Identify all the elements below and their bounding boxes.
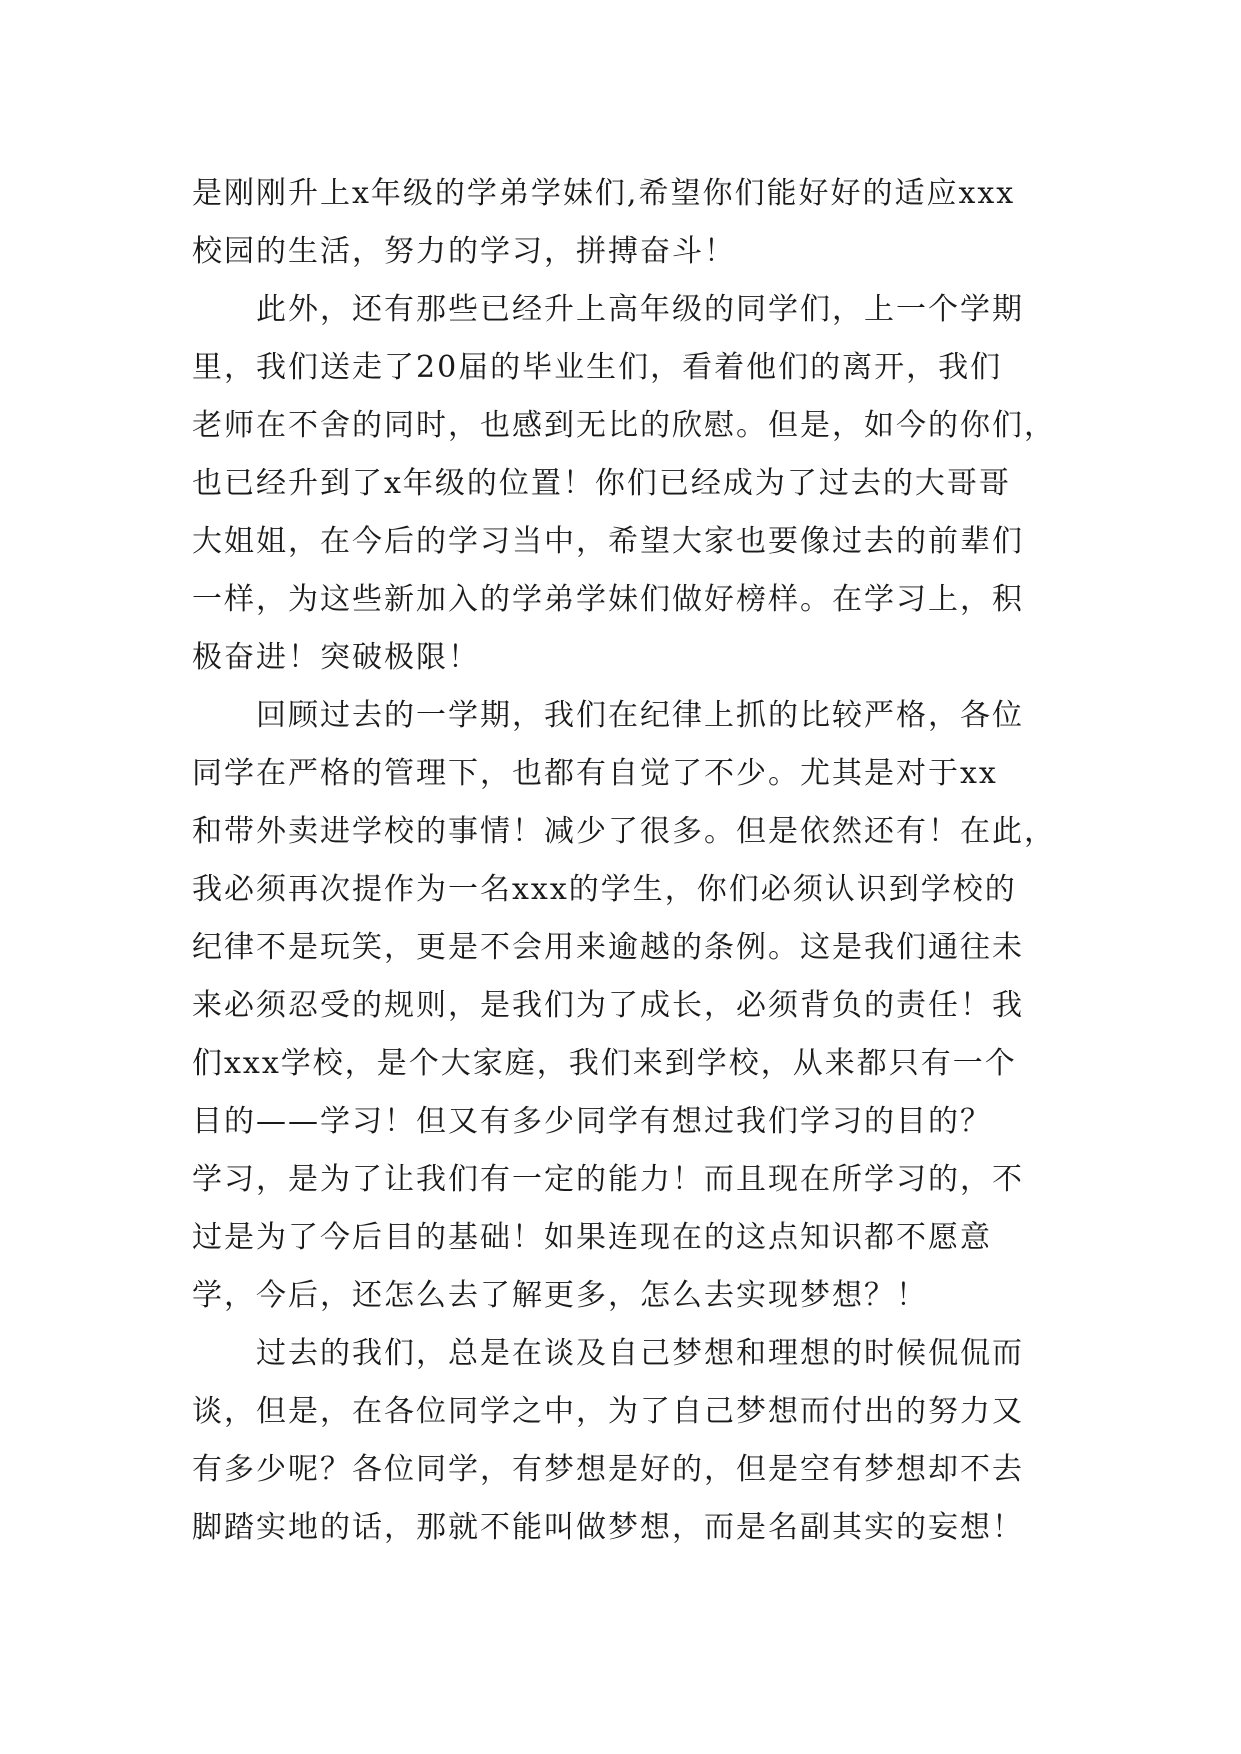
paragraph-start-line: 此外，还有那些已经升上高年级的同学们，上一个学期 <box>256 292 1024 327</box>
text-line: 也已经升到了x年级的位置！你们已经成为了过去的大哥哥 <box>192 466 1011 501</box>
text-line: 有多少呢？各位同学，有梦想是好的，但是空有梦想却不去 <box>192 1452 1024 1487</box>
text-line: 同学在严格的管理下，也都有自觉了不少。尤其是对于xx <box>192 756 998 791</box>
text-line: 纪律不是玩笑，更是不会用来逾越的条例。这是我们通往未 <box>192 930 1024 965</box>
text-line: 们xxx学校，是个大家庭，我们来到学校，从来都只有一个 <box>192 1046 1017 1081</box>
text-line: 校园的生活，努力的学习，拼搏奋斗！ <box>192 234 736 269</box>
text-line: 老师在不舍的同时，也感到无比的欣慰。但是，如今的你们， <box>192 408 1056 443</box>
text-line: 里，我们送走了20届的毕业生们，看着他们的离开，我们 <box>192 350 1003 385</box>
paragraph-start-line: 过去的我们，总是在谈及自己梦想和理想的时候侃侃而 <box>256 1336 1024 1371</box>
text-line: 我必须再次提作为一名xxx的学生，你们必须认识到学校的 <box>192 872 1017 907</box>
text-line: 是刚刚升上x年级的学弟学妹们,希望你们能好好的适应xxx <box>192 176 1016 211</box>
document-body <box>192 165 1056 1557</box>
paragraph-start-line: 回顾过去的一学期，我们在纪律上抓的比较严格，各位 <box>256 698 1024 733</box>
text-line: 来必须忍受的规则，是我们为了成长，必须背负的责任！我 <box>192 988 1024 1023</box>
text-line: 和带外卖进学校的事情！减少了很多。但是依然还有！在此， <box>192 814 1056 849</box>
text-line: 过是为了今后目的基础！如果连现在的这点知识都不愿意 <box>192 1220 992 1255</box>
text-line: 学，今后，还怎么去了解更多，怎么去实现梦想？！ <box>192 1278 928 1313</box>
text-line: 极奋进！突破极限！ <box>192 640 480 675</box>
text-line: 大姐姐，在今后的学习当中，希望大家也要像过去的前辈们 <box>192 524 1024 559</box>
text-line: 脚踏实地的话，那就不能叫做梦想，而是名副其实的妄想！ <box>192 1510 1024 1545</box>
text-line: 学习，是为了让我们有一定的能力！而且现在所学习的，不 <box>192 1162 1024 1197</box>
text-line: 谈，但是，在各位同学之中，为了自己梦想而付出的努力又 <box>192 1394 1024 1429</box>
text-line: 目的——学习！但又有多少同学有想过我们学习的目的？ <box>192 1104 992 1139</box>
text-line: 一样，为这些新加入的学弟学妹们做好榜样。在学习上，积 <box>192 582 1024 617</box>
